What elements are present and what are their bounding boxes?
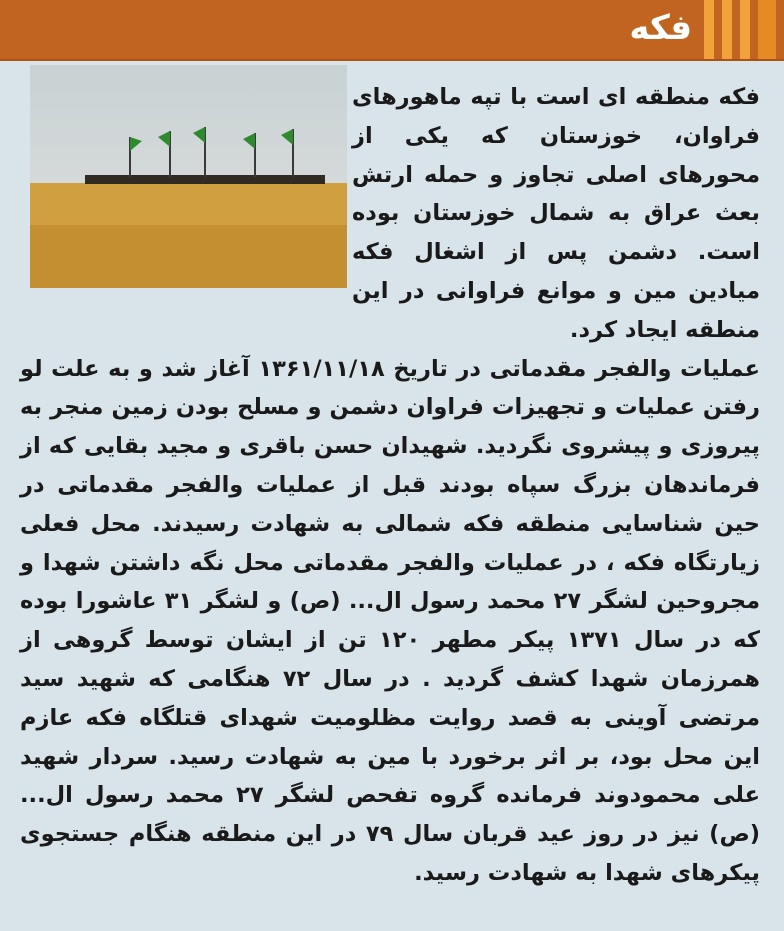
article-paragraph-1: فکه منطقه ای است با تپه ماهورهای فراوان، خوزستان که یکی از محورهای اصلی تجاوز و حمله ارتش بعث عراق به شمال خوزستان بوده است. دشمن پس از اشغال فکه میادین مین و موانع فراوانی در این منطقه ایجاد کرد. [352,84,760,343]
decorative-stripe [758,0,776,59]
title-bar [0,0,784,61]
article-text [20,78,760,893]
article-paragraph-2: عملیات والفجر مقدماتی در تاریخ ۱۳۶۱/۱۱/۱۸ آغاز شد و به علت لو رفتن عملیات و تجهیزات فراوان دشمن و مسلح بودن زمین منجر به پیروزی و پیشروی نگردید. شهیدان حسن باقری و مجید بقایی که از فرماندهان بزرگ سپاه بودند قبل از عملیات والفجر مقدماتی در حین شناسایی منطقه فکه شمالی به شهادت رسیدند. محل فعلی زیارتگاه فکه ، در عملیات والفجر مقدماتی محل نگه داشتن شهدا و مجروحین لشگر ۲۷ محمد رسول ال... (ص) و لشگر ۳۱ عاشورا بوده که در سال ۱۳۷۱ پیکر مطهر ۱۲۰ تن از ایشان توسط گروهی از همرزمان شهدا کشف گردید . در سال ۷۲ هنگامی که شهید سید مرتضی آوینی به قصد روایت مظلومیت شهدای قتلگاه فکه عازم این محل بود، بر اثر برخورد با مین به شهادت رسید. سردار شهید علی محمودوند فرمانده گروه تفحص لشگر ۲۷ محمد رسول ال... (ص) نیز در روز عید قربان سال ۷۹ در این منطقه هنگام جستجوی پیکرهای شهدا به شهادت رسید. [20,355,761,886]
decorative-stripe [704,0,714,59]
page-title: فکه [629,8,692,48]
photo-spacer [20,78,352,310]
decorative-stripe [722,0,732,59]
decorative-stripe [740,0,750,59]
